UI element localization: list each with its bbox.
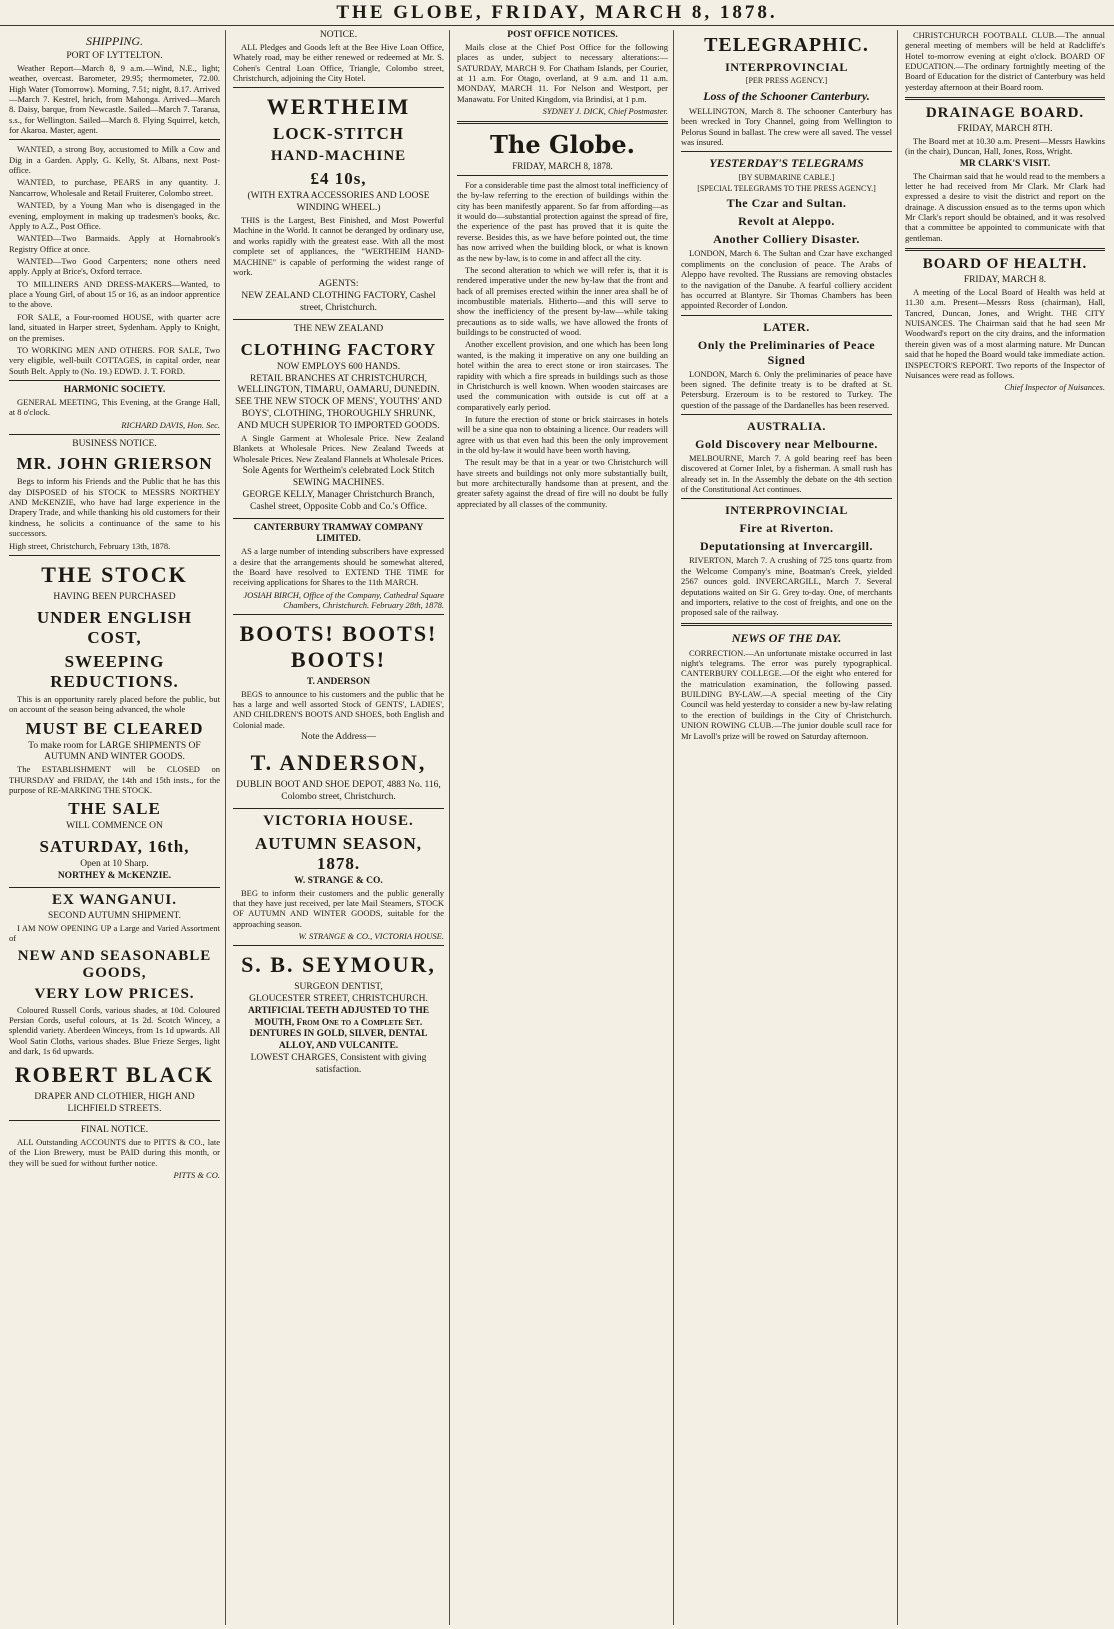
boots-heading: BOOTS! BOOTS! BOOTS! (239, 620, 438, 672)
anderson-big: T. ANDERSON, (250, 749, 427, 775)
wertheim-heading: WERTHEIM (266, 94, 411, 120)
wertheim-text: THIS is the Largest, Best Finished, and Most Powerful Machine in the World. It cannot be deranged by ordinary use, and works rapidly with the greatest ease. With all the most complete set of appliances, the "WERTHEIM HAND-MACHINE" is capable of performing the widest range of work. (233, 215, 444, 277)
gold-text: MELBOURNE, March 7. A gold bearing reef has been discovered at Corner Inlet, by a fisherman. A small rush has already set in. In the Assembly the debate on the 4th section of the Constitutional Act continues. (681, 453, 892, 495)
engineer-heading: MR CLARK'S VISIT. (959, 158, 1051, 169)
stock-under-cost: UNDER ENGLISH COST, (36, 607, 193, 647)
later-text: LONDON, March 6. Only the preliminaries of peace have been signed. The definite treaty is to be drafted at St. Petersburg. Erzeroum is to be restored to Turkey. The question of the passage of the Dardanelles has been reserved. (681, 368, 892, 410)
divider (233, 945, 444, 946)
divider (9, 1120, 220, 1121)
clothing-factory: CLOTHING FACTORY (240, 339, 437, 359)
accessories: (WITH EXTRA ACCESSORIES AND LOOSE WINDING WHEEL.) (247, 191, 430, 214)
harmonic-heading: HARMONIC SOCIETY. (63, 384, 166, 395)
ad-8: TO WORKING MEN AND OTHERS. FOR SALE, Two very eligible, well-built COTTAGES, in capital order, near South Belt. Apply to (No. 19.) EDWD. J. T. FORD. (9, 344, 220, 376)
football-text: CHRISTCHURCH FOOTBALL CLUB.—The annual general meeting of members will be held at Radcliffe's Hotel to-morrow evening at eight o'clock. BOARD OF EDUCATION.—The ordinary fortnightly meeting of the Board of Education for the district of Canterbury was held yesterday afternoon at their Board room. (905, 30, 1105, 92)
masthead (0, 0, 1114, 26)
see-stock: SEE THE NEW STOCK OF MENS', YOUTHS' AND BOYS', CLOTHING, THOROUGHLY SHRUNK, AND MUCH SUPERIOR TO IMPORTED GOODS. (235, 397, 442, 432)
drainage-text: The Board met at 10.30 a.m. Present—Messrs Hawkins (in the chair), Duncan, Hall, Jones, Ross, Wright. (905, 136, 1105, 157)
czar-text: LONDON, March 6. The Sultan and Czar have exchanged compliments on the conclusion of peace. The Arabs of Aleppo have revolted. The Russians are removing obstacles to the navigation of the Danube. A fearful colliery accident has occurred at Blantyre. Sir Thomas Chambers has been appointed Recorder of London. (681, 248, 892, 311)
globe-date: FRIDAY, MARCH 8, 1878. (512, 161, 613, 172)
leader-paragraph: In future the erection of stone or brick staircases in hotels will be a sine qua non to obtaining a licence. Our readers will agree with us that even had this been the only improvement in the old by-law it would have been worth having. (457, 413, 668, 456)
sale-open: Open at 10 Sharp. (80, 859, 149, 870)
business-notice-heading: BUSINESS NOTICE. (72, 438, 157, 449)
anderson-text: BEGS to announce to his customers and the public that he has a large and well assorted Stock of GENTS', LADIES', AND CHILDREN'S BOOTS AND SHOES, both English and Colonial made. (233, 688, 444, 730)
news-heading: NEWS OF THE DAY. (731, 630, 842, 645)
board-health-date: FRIDAY, MARCH 8. (963, 275, 1047, 286)
notice-text: ALL Pledges and Goods left at the Bee Hive Loan Office, Whately road, may be either renewed or redeemed at Mr. S. Cohen's Central Loan Office, Triangle, Colombo street, Christchurch, adjoining the City Hotel. (233, 41, 444, 83)
divider (9, 434, 220, 435)
hand-machine: HAND-MACHINE (270, 148, 407, 165)
ad-3: WANTED, by a Young Man who is disengaged in the evening, employment in making up tradesmen's books, &c. Apply to A.Z., Post Office. (9, 200, 220, 231)
new-seasonable: NEW AND SEASONABLE GOODS, (17, 947, 212, 981)
final-notice-heading: FINAL NOTICE. (80, 1125, 149, 1136)
stock-reductions: SWEEPING REDUCTIONS. (50, 651, 179, 691)
sale-heading: THE SALE (68, 799, 161, 819)
engineer-text: The Chairman said that he would read to the members a letter he had received from Mr Clark. Mr Clark had expressed a desire to visit the district and report on the drainage. A discussion ensued as to the terms upon which Mr Clark's report should be obtained, and it was resolved that a committee be appointed to communicate with that gentleman. (905, 170, 1105, 243)
leader-paragraph: The result may be that in a year or two Christchurch will have streets and buildings not only more substantially built, but more architecturally handsome than at present, and the greater safety against the dread of fire will no doubt be fully appreciated by all classes of the community. (457, 457, 668, 509)
intercolonial-heading: INTERPROVINCIAL (725, 60, 848, 74)
press-agency: [PER PRESS AGENCY.] (745, 76, 828, 85)
room-for: To make room for LARGE SHIPMENTS OF AUTUMN AND WINTER GOODS. (28, 740, 201, 763)
divider (233, 87, 444, 88)
revolt-heading: Revolt at Aleppo. (738, 214, 835, 229)
gold-heading: Gold Discovery near Melbourne. (695, 437, 878, 452)
stock-sub: HAVING BEEN PURCHASED (53, 591, 176, 602)
submarine-cable: [BY SUBMARINE CABLE.] (738, 173, 835, 183)
harmonic-text: GENERAL MEETING, This Evening, at the Grange Hall, at 8 o'clock. (9, 396, 220, 418)
autumn-season: AUTUMN SEASON, 1878. (254, 833, 423, 873)
drainage-date: FRIDAY, MARCH 8TH. (957, 124, 1053, 135)
deputations-text: RIVERTON, March 7. A crushing of 725 tons quartz from the Welcome Company's mine, Boatman's Creek, yielded 2567 ounces gold. INVERCARGILL, March 7. Several deputations waited on Sir G. Grey to-day. One, of merchants and importers, relative to the cost of freights, and one on the proposed sale of the railway. (681, 555, 892, 618)
lock-stitch: LOCK-STITCH (273, 124, 404, 144)
divider (905, 97, 1105, 100)
ad-4: WANTED—Two Barmaids. Apply at Hornabrook's Registry Office at once. (9, 233, 220, 254)
tramway-heading: CANTERBURY TRAMWAY COMPANY LIMITED. (253, 522, 424, 545)
very-low-prices: VERY LOW PRICES. (34, 985, 195, 1002)
note-address: Note the Address— (301, 732, 376, 743)
robert-black: ROBERT BLACK (14, 1062, 215, 1088)
nz-clothing-heading: THE NEW ZEALAND (293, 323, 384, 334)
harmonic-signature: RICHARD DAVIS, Hon. Sec. (121, 419, 220, 430)
column-1 (4, 30, 226, 1625)
strange-signature: W. STRANGE & CO., VICTORIA HOUSE. (298, 930, 444, 941)
leader-paragraph: For a considerable time past the almost total inefficiency of the by-law referring to the erection of buildings within the city has been manifestly apparent. So far from affording—as it would do—substantial protection against the spread of fire, the experience of the past has proved that it is quite the reverse. Besides this, as we have before pointed out, the time has now arrived when the building block, or what is known as the new by-law, is to come in and affect all the city. (457, 180, 668, 263)
drainage-heading: DRAINAGE BOARD. (925, 105, 1085, 122)
machine-price: £4 10s, (310, 169, 367, 189)
nz-clothing-agents: NEW ZEALAND CLOTHING FACTORY, Cashel street, Christchurch. (241, 291, 436, 313)
yesterday-heading: YESTERDAY'S TELEGRAMS (709, 156, 864, 171)
divider (9, 139, 220, 140)
divider (457, 175, 668, 176)
wanganui-heading: EX WANGANUI. (51, 891, 178, 908)
leader-paragraph: The second alteration to which we will refer is, that it is rendered imperative under the new by-law that the front and back of all premises erected within the inner area shall be of incombustible materials. Hitherto—and this will serve to show the inefficiency of the present by-law—while taking precautions as to side walls, we have allowed the fronts of buildings to be constructed of wood. (457, 264, 668, 338)
strange-text: BEG to inform their customers and the public generally that they have just received, per late Mail Steamers, STOCK OF AUTUMN AND WINTER GOODS, suitable for the approaching season. (233, 887, 444, 929)
fire-heading: Fire at Riverton. (739, 521, 834, 536)
seymour-heading: S. B. SEYMOUR, (241, 951, 436, 977)
port-heading: PORT OF LYTTELTON. (66, 51, 163, 61)
leader-paragraph: Another excellent provision, and one which has been long wanted, is the making it imperative on any one building an hotel within the area to erect stone or iron staircases. The rapidity with which a fire spreads in buildings such as those in Christchurch is well known. When wooden staircases are used the communication with outside is cut off at a comparatively early period. (457, 339, 668, 412)
column-4 (676, 30, 898, 1625)
column-5 (900, 30, 1110, 1625)
divider (457, 121, 668, 124)
grierson-text: Begs to inform his Friends and the Public that he has this day DISPOSED of his STOCK to MESSRS NORTHEY AND McKENZIE, who have had large experience in the Drapery Trade, and while thanking his old customers for their kindness, he solicits a continuance of the same to his successors. (9, 476, 220, 539)
final-notice-signature: PITTS & CO. (173, 1170, 220, 1181)
shipping-heading: SHIPPING. (86, 34, 143, 48)
wanganui-items: Coloured Russell Cords, various shades, at 10d. Coloured Persian Cords, useful colours, at 1s 2d. Scotch Wincey, a splendid variety. Aberdeen Winceys, from 1s 1d upwards. All Wool Satin Cloths, various shades. Blue Frieze Serges, light and dark, 1s 6d upwards. (9, 1004, 220, 1056)
kelly: GEORGE KELLY, Manager Christchurch Branch, Cashel street, Opposite Cobb and Co.'s Office. (242, 489, 435, 512)
classified-ads (9, 144, 220, 376)
sole-agents: Sole Agents for Wertheim's celebrated Lock Stitch SEWING MACHINES. (242, 466, 435, 488)
surgeon-dentist: SURGEON DENTIST, (294, 981, 383, 992)
deputations-heading: Deputationsing at Invercargill. (700, 539, 873, 554)
grierson-name: MR. JOHN GRIERSON (16, 454, 213, 474)
shipping-report: Weather Report—March 8, 9 a.m.—Wind, N.E., light; weather, overcast. Barometer, 29.95; thermometer, 72.00. High Water (Tomorrow). Morning, 7.51; night, 8.17. Arrived—March 7. Kestrel, hrich, from Mahonga. Arrived—March 8. Daisy, barque, from Newcastle. Sailed—March 7. Tararua, s.s., for Wellington. Sailed—March 8. Flying Squirrel, ketch, for Akaroa. Master, agent. (9, 62, 220, 136)
post-office-signature: SYDNEY J. DICK, Chief Postmaster. (542, 106, 668, 117)
ad-2: WANTED, to purchase, PEARS in any quantity. J. Nancarrow, Wholesale and Retail Fruiterer, Colombo street. (9, 177, 220, 198)
news-text: CORRECTION.—An unfortunate mistake occurred in last night's telegrams. The error was purely typographical. CANTERBURY COLLEGE.—Of the eight who entered for the matriculation examination, the following passed. BUILDING BY-LAW.—A special meeting of the City Council was held yesterday to consider a new by-law relating to the erection of buildings in the City of Christchurch. UNION ROWING CLUB.—The junior double scull race for Mr Lavoll's prize will be rowed on Saturday afternoon. (681, 647, 892, 741)
agents-label: AGENTS: (318, 279, 359, 290)
strange-name: W. STRANGE & CO. (294, 875, 383, 886)
divider (9, 887, 220, 888)
ad-6: TO MILLINERS AND DRESS-MAKERS—Wanted, to place a Young Girl, of about 15 or 16, as an indoor apprentice to the above. (9, 278, 220, 310)
wanganui-sub: SECOND AUTUMN SHIPMENT. (47, 910, 182, 921)
anderson-name: T. ANDERSON (306, 676, 371, 687)
sale-commence: WILL COMMENCE ON (66, 821, 163, 832)
divider (233, 808, 444, 809)
czar-heading: The Czar and Sultan. (726, 196, 847, 211)
globe-title: The Globe. (490, 130, 635, 160)
robert-black-sub: DRAPER AND CLOTHIER, HIGH AND LICHFIELD STREETS. (34, 1092, 195, 1115)
wanganui-text: I AM NOW OPENING UP a Large and Varied Assortment of (9, 922, 220, 944)
australia-heading: AUSTRALIA. (747, 419, 826, 434)
final-notice-text: ALL Outstanding ACCOUNTS due to PITTS & CO., late of the Lion Brewery, must be PAID during this month, or they will be sued for without further notice. (9, 1136, 220, 1168)
employs: NOW EMPLOYS 600 HANDS. (276, 361, 401, 372)
divider (233, 614, 444, 615)
divider (905, 248, 1105, 251)
divider (9, 555, 220, 556)
notice-heading: NOTICE. (319, 30, 358, 40)
tramway-signature: JOSIAH BIRCH, Office of the Company, Cathedral Square Chambers, Christchurch. February 28th, 1878. (243, 589, 444, 610)
post-office-text: Mails close at the Chief Post Office for the following places as under, subject to necessary alterations:— SATURDAY, MARCH 9. For Chatham Islands, per Courier, at 11 a.m. For Otago, overland, at 9 a.m. and 11 a.m. MONDAY, MARCH 11. For Nelson and Westport, per Manawatu. For United Kingdom, via Brindisi, at 1 p.m. (457, 41, 668, 104)
ad-5: WANTED—Two Good Carpenters; none others need apply. Apply at Brice's, Oxford terrace. (9, 255, 220, 277)
seymour-address: GLOUCESTER STREET, CHRISTCHURCH. (249, 993, 428, 1004)
victoria-heading: VICTORIA HOUSE. (263, 812, 414, 829)
sale-date: SATURDAY, 16th, (39, 837, 190, 857)
column-3 (452, 30, 674, 1625)
divider (681, 498, 892, 499)
stock-heading: THE STOCK (41, 561, 188, 587)
tramway-text: AS a large number of intending subscribers have expressed a desire that the arrangements should be somewhat altered, the Board have resolved to EXTEND THE TIME for receiving applications for Shares to the 11th MARCH. (233, 546, 444, 588)
divider (681, 414, 892, 415)
later-heading: LATER. (763, 319, 810, 334)
divider (233, 319, 444, 320)
disaster-heading: Another Colliery Disaster. (713, 232, 860, 247)
later-sub: Only the Preliminaries of Peace Signed (697, 337, 876, 367)
column-2 (228, 30, 450, 1625)
leader-article (457, 180, 668, 509)
artificial-teeth: ARTIFICIAL TEETH ADJUSTED TO THE MOUTH, From One to a Complete Set. (247, 1005, 430, 1028)
special-telegrams: [SPECIAL TELEGRAMS TO THE PRESS AGENCY.] (697, 184, 876, 194)
retail-branches: RETAIL BRANCHES AT CHRISTCHURCH, WELLINGTON, TIMARU, OAMARU, DUNEDIN. (237, 373, 440, 396)
stock-opportunity: This is an opportunity rarely placed before the public, but on account of the season being advanced, the whole (9, 693, 220, 715)
dentures: DENTURES IN GOLD, SILVER, DENTAL ALLOY, AND VULCANITE. (249, 1029, 428, 1052)
loss-heading: Loss of the Schooner Canterbury. (703, 89, 870, 103)
loss-text: WELLINGTON, March 8. The schooner Canterbury has been wrecked in Tory Channel, going from Wellington to Pelorus Sound in ballast. The crew were all saved. The vessel was insured. (681, 106, 892, 148)
lowest-charges: LOWEST CHARGES, Consistent with giving satisfaction. (250, 1053, 427, 1076)
board-health-heading: BOARD OF HEALTH. (922, 256, 1088, 273)
sale-firm: NORTHEY & McKENZIE. (57, 871, 172, 882)
must-be-cleared: MUST BE CLEARED (25, 718, 204, 738)
interprovincial-heading: INTERPROVINCIAL (725, 503, 848, 518)
telegraphic-heading: TELEGRAPHIC. (704, 34, 869, 56)
divider (681, 315, 892, 316)
divider (233, 518, 444, 519)
divider (9, 380, 220, 381)
grierson-date: High street, Christchurch, February 13th, 1878. (9, 540, 171, 551)
wholesale-prices: A Single Garment at Wholesale Price. New Zealand Blankets at Wholesale Prices. New Zealand Tweeds at Wholesale Prices. New Zealand Flannels at Wholesale Prices. (233, 432, 444, 464)
post-office-heading: POST OFFICE NOTICES. (507, 30, 618, 40)
board-health-text: A meeting of the Local Board of Health was held at 11.30 a.m. Present—Messrs Ross (chairman), Hall, Tancred, Duncan, Jones, and Wright. THE CITY NUISANCES. The Chairman said that he had seen Mr Woodward's report on the city drains, and the information therein given was of a most alarming nature. Mr Duncan said that he hoped the Board would take immediate action. INSPECTOR'S REPORT. Two reports of the Inspector of Nuisances were read as follows. (905, 287, 1105, 380)
masthead-title: THE GLOBE, FRIDAY, MARCH 8, 1878. (336, 1, 778, 23)
dublin-depot: DUBLIN BOOT AND SHOE DEPOT, 4883 No. 116, Colombo street, Christchurch. (236, 779, 441, 802)
newspaper-columns (4, 30, 1110, 1625)
ad-1: WANTED, a strong Boy, accustomed to Milk a Cow and Dig in a Garden. Apply, G. Kelly, St. Albans, next Post-office. (9, 144, 220, 176)
divider (681, 623, 892, 626)
board-health-signature: Chief Inspector of Nuisances. (1004, 382, 1105, 393)
ad-7: FOR SALE, a Four-roomed HOUSE, with quarter acre land, situated in Harper street, Sydenham. Apply to Knight, on the premises. (9, 311, 220, 343)
closed-text: The ESTABLISHMENT will be CLOSED on THURSDAY and FRIDAY, the 14th and 15th insts., for the purpose of RE-MARKING THE STOCK. (9, 764, 220, 795)
divider (681, 151, 892, 152)
